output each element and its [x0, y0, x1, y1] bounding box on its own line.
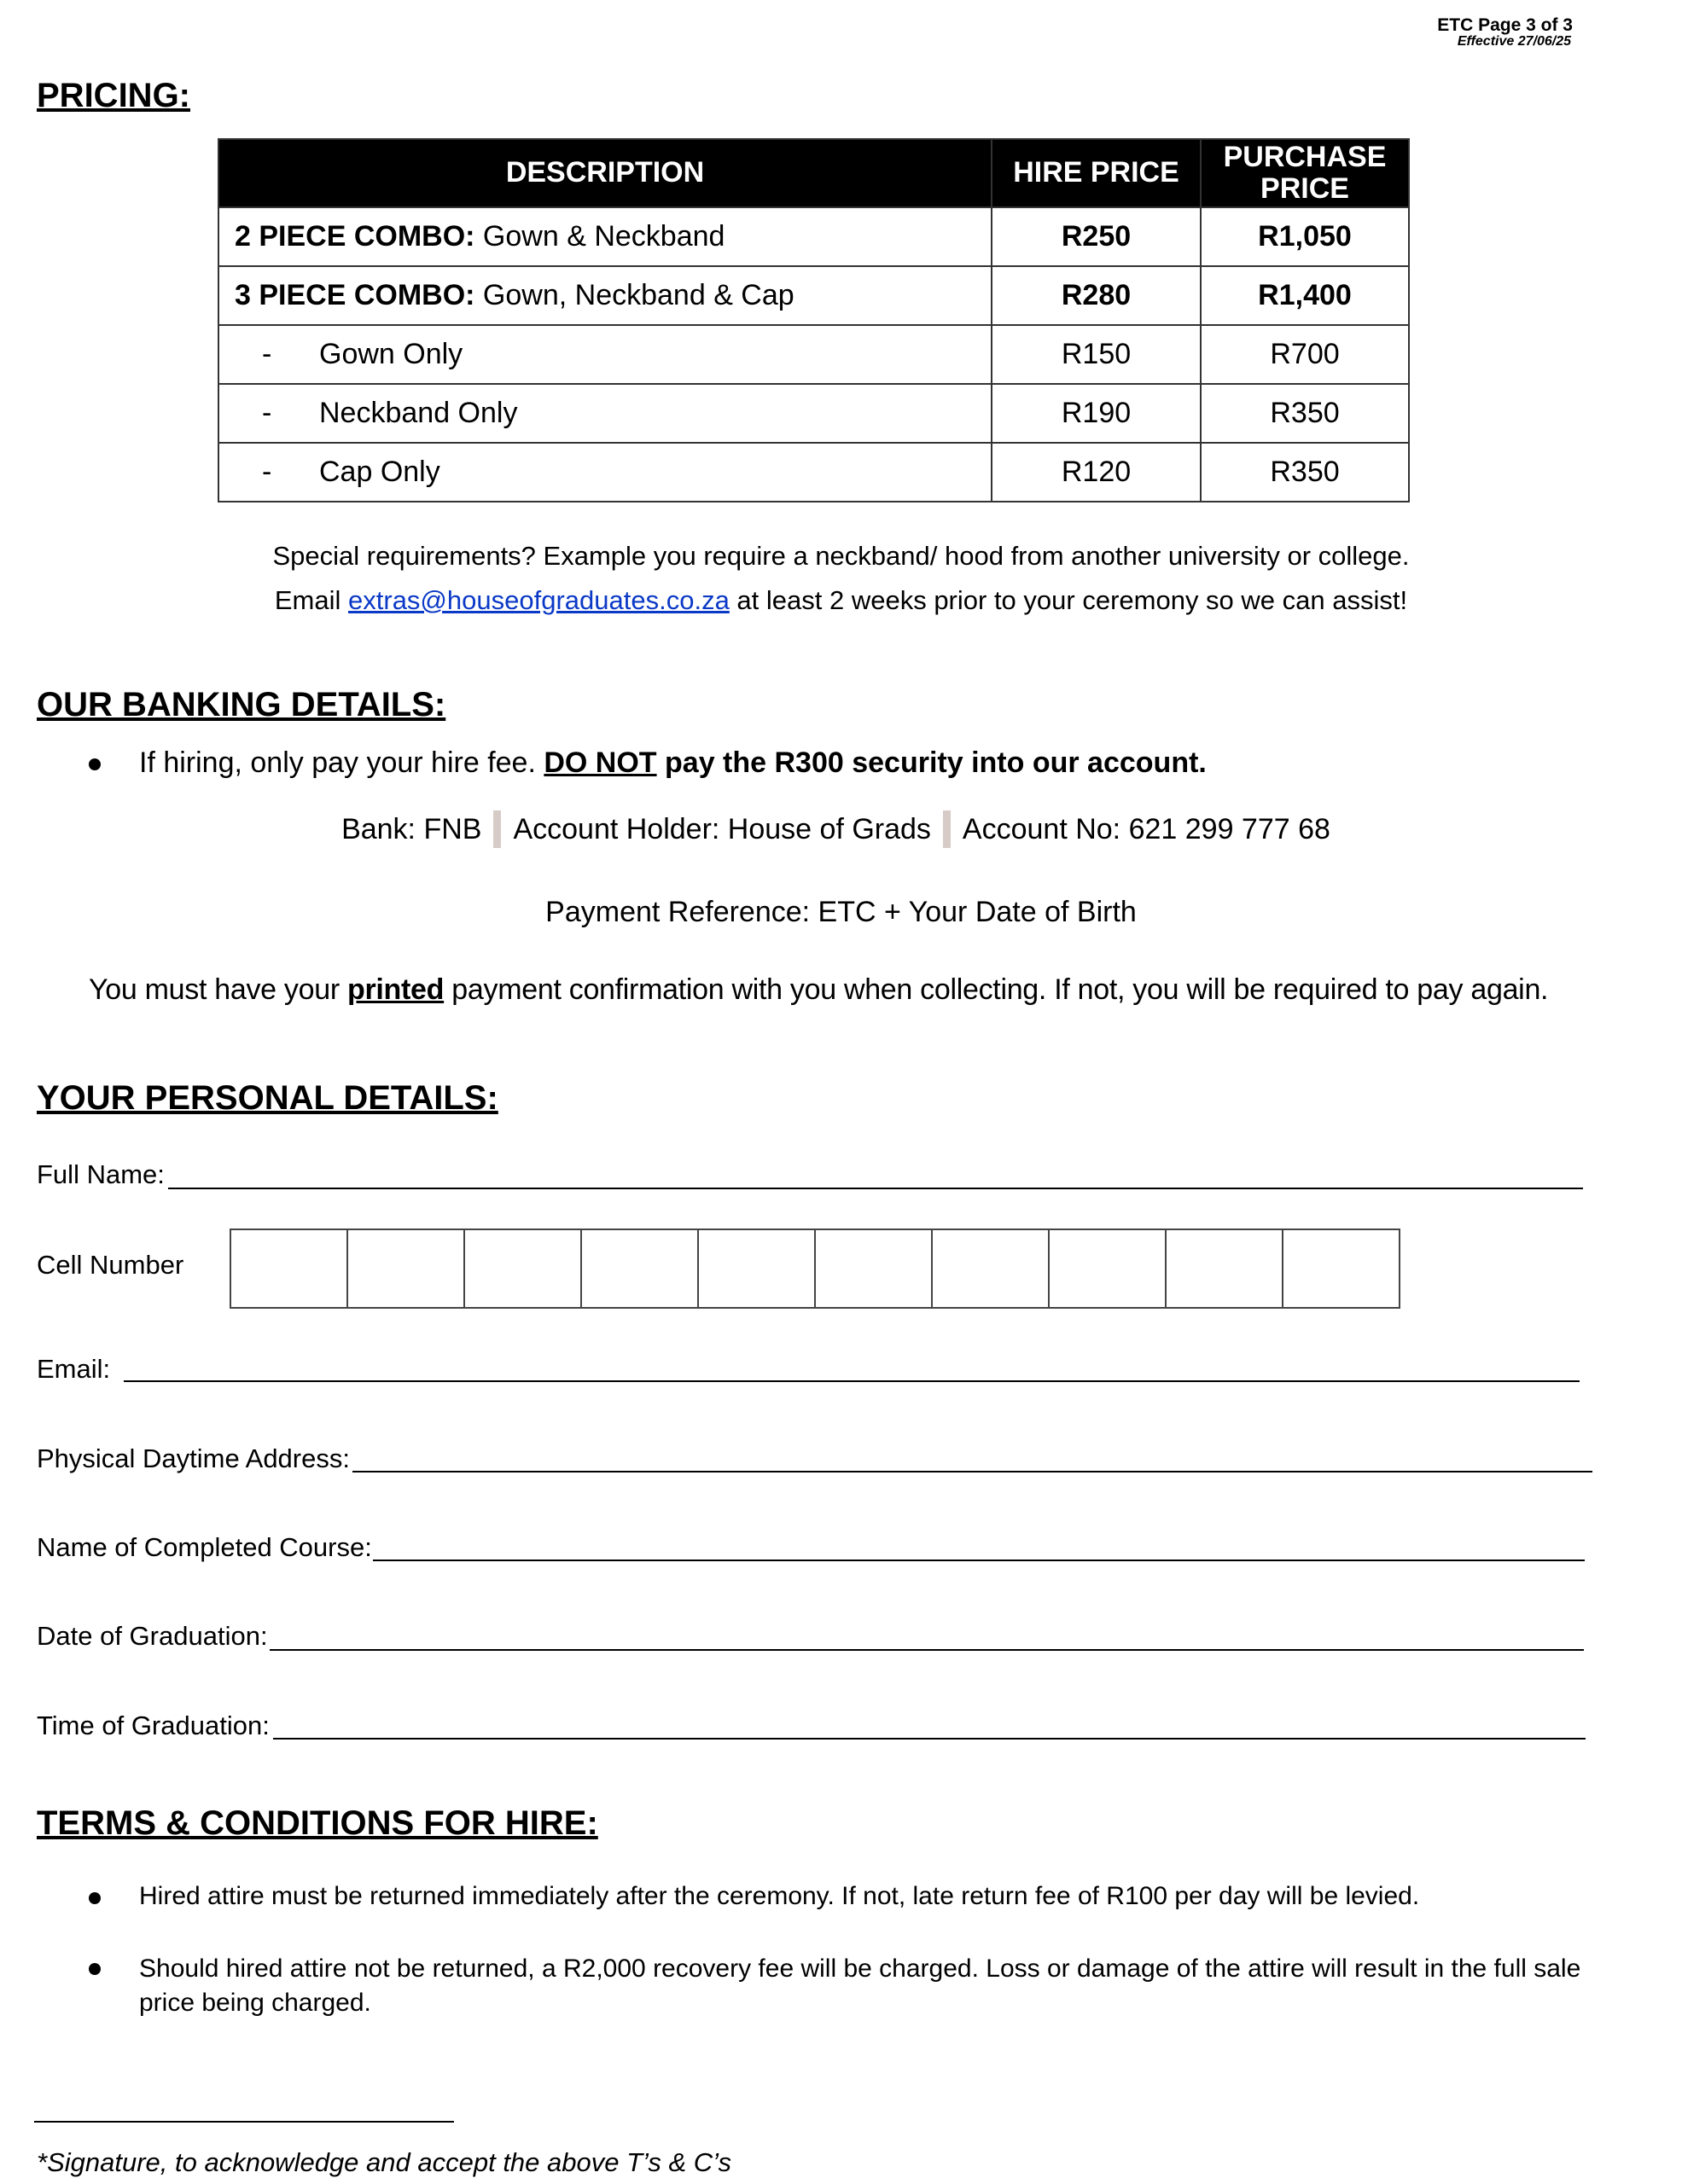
email-field[interactable] — [124, 1380, 1580, 1382]
row-hire: R150 — [992, 325, 1201, 384]
row-purchase: R1,400 — [1201, 266, 1409, 325]
full-name-label: Full Name: — [37, 1159, 165, 1189]
banking-bullet-post: pay the R300 security into our account. — [656, 746, 1207, 779]
email-label: Email: — [37, 1354, 111, 1384]
special-email-pre: Email — [274, 585, 349, 615]
row-dash: - — [262, 456, 272, 488]
cell-digit-box[interactable] — [814, 1228, 933, 1309]
cell-digit-box[interactable] — [463, 1228, 582, 1309]
row-description — [218, 266, 992, 325]
grad-time-field[interactable] — [273, 1738, 1586, 1740]
effective-date: Effective 27/06/25 — [1457, 34, 1571, 49]
row-purchase: R350 — [1201, 384, 1409, 443]
pricing-header-row — [218, 139, 1409, 207]
banking-bullet-text — [139, 746, 1207, 780]
pricing-table — [218, 138, 1410, 502]
notice-post: payment confirmation with you when collecting. If not, you will be required to pay again. — [444, 973, 1549, 1006]
personal-title: YOUR PERSONAL DETAILS: — [37, 1079, 498, 1117]
payment-notice — [89, 973, 1548, 1007]
payment-reference: Payment Reference: ETC + Your Date of Birth — [545, 896, 1137, 928]
cell-digit-box[interactable] — [697, 1228, 816, 1309]
row-hire: R190 — [992, 384, 1201, 443]
account-number: Account No: 621 299 777 68 — [962, 812, 1330, 845]
row-hire: R280 — [992, 266, 1201, 325]
address-field[interactable] — [352, 1471, 1592, 1472]
grad-date-field[interactable] — [270, 1649, 1584, 1651]
terms-title: TERMS & CONDITIONS FOR HIRE: — [37, 1804, 598, 1842]
row-description — [218, 207, 992, 266]
row-item-text: Cap Only — [319, 456, 440, 488]
banking-title: OUR BANKING DETAILS: — [37, 686, 446, 723]
separator-bar — [493, 810, 501, 848]
address-label: Physical Daytime Address: — [37, 1443, 350, 1473]
bullet-icon — [89, 1892, 101, 1904]
row-description — [218, 325, 992, 384]
special-requirements: Special requirements? Example you require a neckband/ hood from another university or college. — [272, 541, 1410, 571]
bank-details-line — [0, 810, 1682, 848]
pricing-row — [218, 443, 1409, 502]
separator-bar — [943, 810, 951, 848]
pricing-row — [218, 325, 1409, 384]
cell-number-boxes — [231, 1228, 1400, 1309]
col-hire-price: HIRE PRICE — [992, 139, 1201, 207]
cell-number-label: Cell Number — [37, 1250, 184, 1280]
full-name-field[interactable] — [168, 1188, 1583, 1189]
terms-item: Hired attire must be returned immediately after the ceremony. If not, late return fee of R100 per day will be levied. — [139, 1882, 1420, 1910]
bullet-icon — [89, 758, 101, 770]
row-hire: R250 — [992, 207, 1201, 266]
course-label: Name of Completed Course: — [37, 1532, 372, 1562]
bank-name: Bank: FNB — [341, 812, 482, 845]
cell-digit-box[interactable] — [580, 1228, 699, 1309]
row-dash: - — [262, 397, 272, 429]
notice-pre: You must have your — [89, 973, 348, 1006]
signature-note: *Signature, to acknowledge and accept the above T’s & C’s — [37, 2147, 731, 2177]
row-description — [218, 443, 992, 502]
account-holder: Account Holder: House of Grads — [513, 812, 931, 845]
col-purchase-price: PURCHASE PRICE — [1201, 139, 1409, 207]
grad-time-label: Time of Graduation: — [37, 1711, 270, 1740]
do-not-emphasis: DO NOT — [544, 746, 657, 779]
pricing-row — [218, 384, 1409, 443]
row-combo-label: 2 PIECE COMBO: — [235, 220, 475, 253]
row-description — [218, 384, 992, 443]
banking-bullet-pre: If hiring, only pay your hire fee. — [139, 746, 544, 779]
row-item-text: Neckband Only — [319, 397, 518, 429]
cell-digit-box[interactable] — [1282, 1228, 1400, 1309]
notice-printed: printed — [347, 973, 445, 1006]
row-combo-text: Gown & Neckband — [474, 220, 725, 253]
signature-line[interactable] — [34, 2121, 454, 2123]
page-number: ETC Page 3 of 3 — [1437, 15, 1573, 35]
course-field[interactable] — [373, 1560, 1585, 1561]
row-item-text: Gown Only — [319, 338, 463, 370]
special-email-post: at least 2 weeks prior to your ceremony so we can assist! — [729, 585, 1408, 615]
cell-digit-box[interactable] — [1048, 1228, 1167, 1309]
cell-digit-box[interactable] — [1165, 1228, 1283, 1309]
extras-email-link[interactable]: extras@houseofgraduates.co.za — [348, 585, 730, 615]
pricing-title: PRICING: — [37, 77, 190, 114]
terms-item: Should hired attire not be returned, a R2,000 recovery fee will be charged. Loss or damage of the attire will result in the full sale price being charged. — [139, 1955, 1581, 2017]
pricing-row — [218, 266, 1409, 325]
cell-digit-box[interactable] — [346, 1228, 465, 1309]
row-purchase: R1,050 — [1201, 207, 1409, 266]
col-description: DESCRIPTION — [218, 139, 992, 207]
row-combo-text: Gown, Neckband & Cap — [474, 279, 794, 311]
pricing-row — [218, 207, 1409, 266]
special-email-line — [0, 585, 1682, 616]
bullet-icon — [89, 1963, 101, 1975]
row-combo-label: 3 PIECE COMBO: — [235, 279, 475, 311]
cell-digit-box[interactable] — [931, 1228, 1050, 1309]
row-purchase: R700 — [1201, 325, 1409, 384]
row-hire: R120 — [992, 443, 1201, 502]
row-dash: - — [262, 338, 272, 370]
row-purchase: R350 — [1201, 443, 1409, 502]
grad-date-label: Date of Graduation: — [37, 1621, 268, 1651]
cell-digit-box[interactable] — [230, 1228, 348, 1309]
